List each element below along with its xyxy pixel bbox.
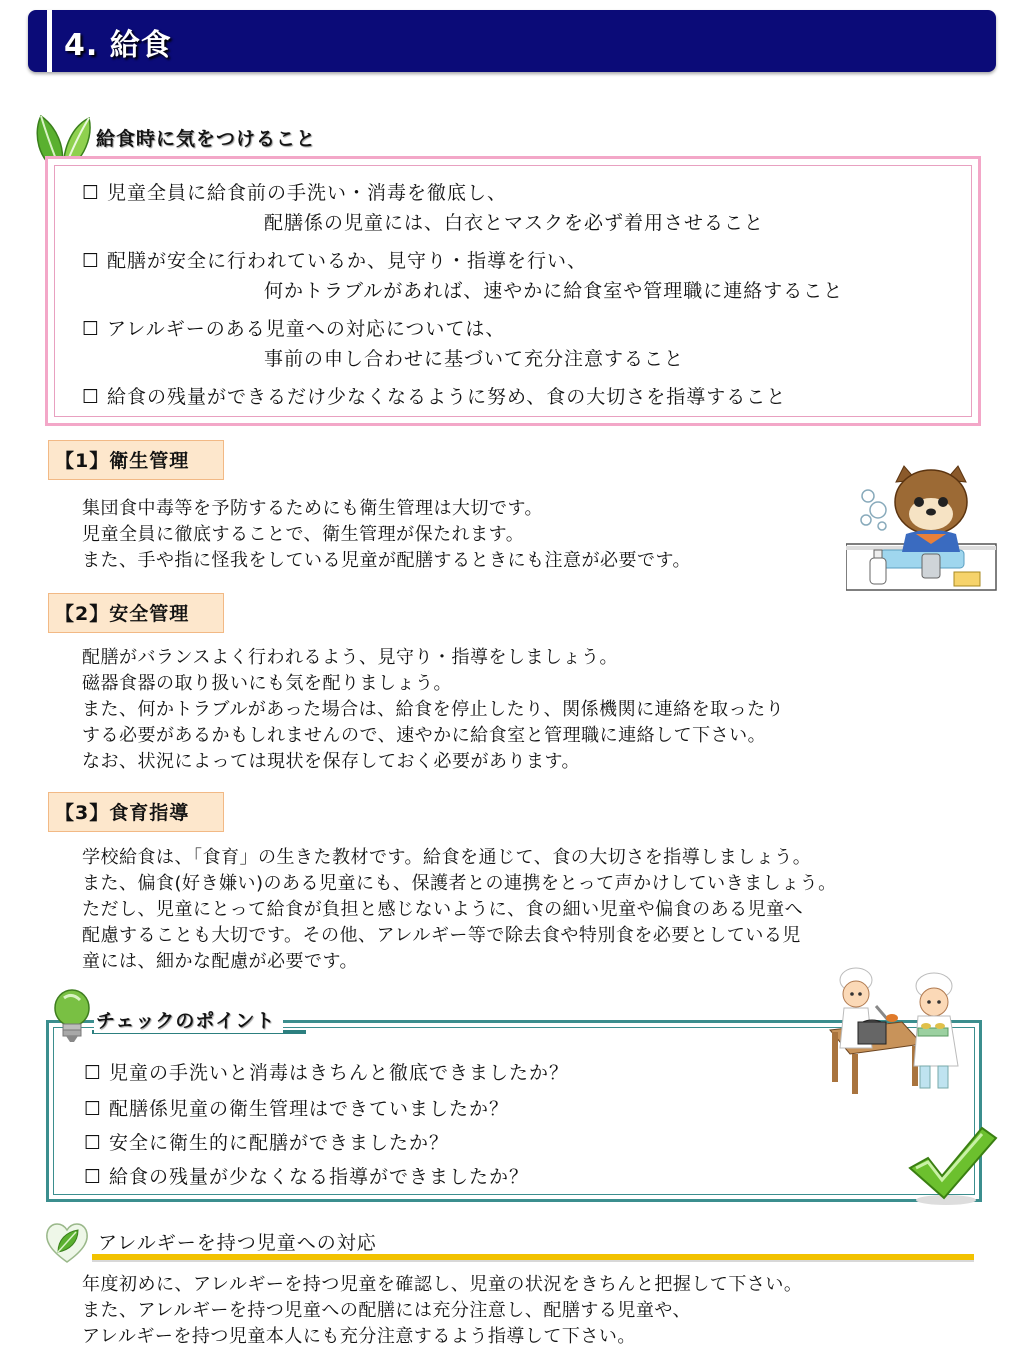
heart-leaf-icon — [44, 1220, 90, 1264]
hygiene-line: 集団食中毒等を予防するためにも衛生管理は大切です。 — [82, 498, 544, 519]
hygiene-label: 【1】衛生管理 — [48, 440, 224, 480]
safety-text — [82, 645, 784, 775]
checkpoint-item — [84, 1058, 569, 1085]
lightbulb-icon — [52, 988, 92, 1046]
checkbox-icon: ☐ — [84, 1166, 103, 1188]
allergy-line: 年度初めに、アレルギーを持つ児童を確認し、児童の状況をきちんと把握して下さい。 — [82, 1274, 803, 1295]
allergy-heading: アレルギーを持つ児童への対応 — [98, 1232, 377, 1254]
safety-line: また、何かトラブルがあった場合は、給食を停止したり、関係機関に連絡を取ったり — [82, 699, 785, 720]
notes-item-line2: 事前の申し合わせに基づいて充分注意すること — [264, 348, 685, 370]
food-education-label: 【3】食育指導 — [48, 792, 224, 832]
food-education-line: 配慮することも大切です。その他、アレルギー等で除去食や特別食を必要としている児 — [82, 925, 801, 946]
food-education-line: 童には、細かな配慮が必要です。 — [82, 951, 359, 972]
checkpoint-text: 配膳係児童の衛生管理はできていましたか？ — [109, 1098, 510, 1120]
notes-item-line1: 配膳が安全に行われているか、見守り・指導を行い、 — [107, 250, 588, 272]
hygiene-text — [82, 496, 691, 574]
allergy-line: アレルギーを持つ児童本人にも充分注意するよう指導して下さい。 — [82, 1326, 636, 1347]
notes-item-line1: 給食の残量ができるだけ少なくなるように努め、食の大切さを指導すること — [107, 386, 787, 408]
notes-item-line1: アレルギーのある児童への対応については、 — [107, 318, 506, 340]
page-header — [28, 10, 996, 72]
allergy-line: また、アレルギーを持つ児童への配膳には充分注意し、配膳する児童や、 — [82, 1300, 691, 1321]
checkpoints-heading: チェックのポイント — [94, 1006, 283, 1033]
food-education-text — [82, 845, 837, 975]
allergy-heading-underline — [92, 1254, 974, 1262]
safety-line: なお、状況によっては現状を保存しておく必要があります。 — [82, 751, 581, 772]
hygiene-line: また、手や指に怪我をしている児童が配膳するときにも注意が必要です。 — [82, 550, 692, 571]
allergy-text — [82, 1272, 802, 1350]
food-education-line: 学校給食は、「食育」の生きた教材です。給食を通じて、食の大切さを指導しましょう。 — [82, 847, 812, 868]
header-stripe — [47, 10, 52, 72]
notes-item-line2: 何かトラブルがあれば、速やかに給食室や管理職に連絡すること — [264, 280, 844, 302]
notes-item — [82, 178, 764, 235]
notes-item — [82, 246, 843, 303]
safety-label: 【2】安全管理 — [48, 593, 224, 633]
safety-line: 配膳がバランスよく行われるよう、見守り・指導をしましょう。 — [82, 647, 618, 668]
safety-line: 磁器食器の取り扱いにも気を配りましょう。 — [82, 673, 452, 694]
safety-line: する必要があるかもしれませんので、速やかに給食室と管理職に連絡して下さい。 — [82, 725, 767, 746]
hygiene-line: 児童全員に徹底することで、衛生管理が保たれます。 — [82, 524, 525, 545]
checkbox-icon: ☐ — [84, 1098, 103, 1120]
checkpoint-item — [84, 1094, 509, 1121]
checkpoint-text: 安全に衛生的に配膳ができましたか？ — [109, 1132, 450, 1154]
notes-item-line2: 配膳係の児童には、白衣とマスクを必ず着用させること — [264, 212, 765, 234]
checkpoint-item — [84, 1128, 449, 1155]
notes-item — [82, 314, 684, 371]
checkmark-icon — [906, 1124, 998, 1208]
checkbox-icon: ☐ — [84, 1062, 103, 1084]
checkbox-icon: ☐ — [82, 182, 101, 204]
checkbox-icon: ☐ — [82, 386, 101, 408]
notes-item-line1: 児童全員に給食前の手洗い・消毒を徹底し、 — [107, 182, 508, 204]
raccoon-handwashing-illustration — [846, 462, 998, 592]
notes-item — [82, 382, 786, 409]
checkbox-icon: ☐ — [82, 318, 101, 340]
checkbox-icon: ☐ — [84, 1132, 103, 1154]
notes-heading: 給食時に気をつけること — [96, 128, 317, 150]
food-education-line: また、偏食(好き嫌い)のある児童にも、保護者との連携をとって声かけしていきましょう。 — [82, 873, 837, 894]
checkpoint-item — [84, 1162, 529, 1189]
checkpoint-text: 児童の手洗いと消毒はきちんと徹底できましたか？ — [109, 1062, 570, 1084]
food-education-line: ただし、児童にとって給食が負担と感じないように、食の細い児童や偏食のある児童へ — [82, 899, 804, 920]
page-title: 4. 給食 — [64, 28, 172, 63]
checkbox-icon: ☐ — [82, 250, 101, 272]
checkpoint-text: 給食の残量が少なくなる指導ができましたか？ — [109, 1166, 530, 1188]
children-serving-lunch-illustration — [826, 962, 970, 1100]
